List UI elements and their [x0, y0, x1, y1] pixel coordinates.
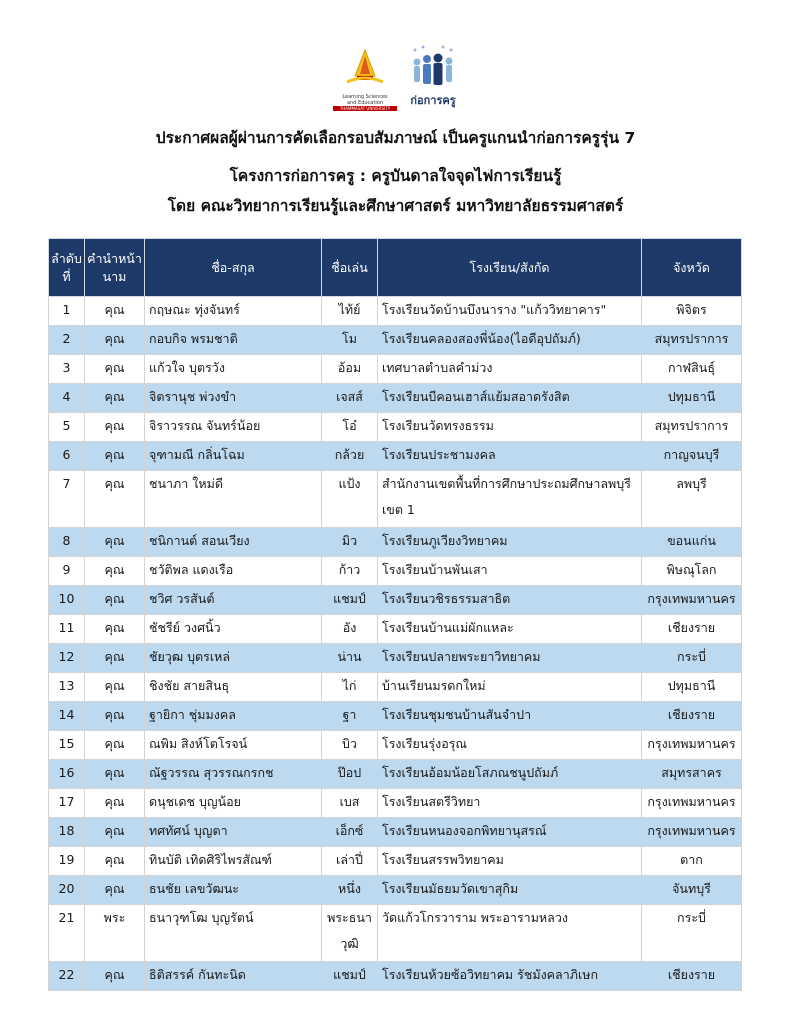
table-row: [49, 413, 742, 442]
cell-title: คุณ: [85, 818, 145, 847]
cell-nickname: อ้อม: [322, 355, 378, 384]
cell-province: กาฬสินธุ์: [642, 355, 742, 384]
cell-order: 6: [49, 442, 85, 471]
cell-name: จิราวรรณ จันทร์น้อย: [145, 413, 322, 442]
cell-title: คุณ: [85, 413, 145, 442]
cell-province: พิจิตร: [642, 297, 742, 326]
cell-school: โรงเรียนห้วยซ้อวิทยาคม รัชมังคลาภิเษก: [378, 962, 642, 991]
cell-order: 21: [49, 905, 85, 962]
cell-school: โรงเรียนคลองสองพี่น้อง(ไอดีอุปถัมภ์): [378, 326, 642, 355]
cell-province: สมุทรสาคร: [642, 760, 742, 789]
table-row: [49, 905, 742, 962]
cell-nickname: แป้ง: [322, 471, 378, 528]
cell-name: ชิงชัย สายสินธุ: [145, 673, 322, 702]
announcement-title: ประกาศผลผู้ผ่านการคัดเลือกรอบสัมภาษณ์ เป็นครูแกนนำก่อการครูรุ่น 7: [155, 129, 636, 147]
table-row: [49, 586, 742, 615]
table-row: [49, 760, 742, 789]
cell-title: คุณ: [85, 326, 145, 355]
cell-name: ทศทัศน์ บุญตา: [145, 818, 322, 847]
cell-school: โรงเรียนปลายพระยาวิทยาคม: [378, 644, 642, 673]
cell-school: สำนักงานเขตพื้นที่การศึกษาประถมศึกษาลพบุรี เขต 1: [378, 471, 642, 528]
cell-title: คุณ: [85, 442, 145, 471]
cell-name: ณัฐวรรณ สุวรรณกรกช: [145, 760, 322, 789]
cell-nickname: บิว: [322, 731, 378, 760]
cell-title: คุณ: [85, 528, 145, 557]
cell-nickname: น่าน: [322, 644, 378, 673]
cell-order: 8: [49, 528, 85, 557]
cell-school: โรงเรียนประชามงคล: [378, 442, 642, 471]
cell-title: คุณ: [85, 384, 145, 413]
table-row: [49, 876, 742, 905]
logo-bar: [0, 44, 791, 114]
header-title: คำนำหน้านาม: [85, 239, 145, 297]
cell-name: ชนิกานต์ สอนเวียง: [145, 528, 322, 557]
table-row: [49, 789, 742, 818]
cell-nickname: พระธนาวุฒิ: [322, 905, 378, 962]
cell-order: 19: [49, 847, 85, 876]
cell-nickname: ไก่: [322, 673, 378, 702]
announcement-titles: [0, 124, 791, 216]
cell-order: 20: [49, 876, 85, 905]
cell-nickname: เอ็กซ์: [322, 818, 378, 847]
cell-title: คุณ: [85, 962, 145, 991]
cell-order: 7: [49, 471, 85, 528]
cell-nickname: เล่าปี่: [322, 847, 378, 876]
cell-name: ดนุชเดช บุญน้อย: [145, 789, 322, 818]
cell-title: คุณ: [85, 673, 145, 702]
cell-nickname: โอ๋: [322, 413, 378, 442]
cell-province: ปทุมธานี: [642, 673, 742, 702]
people-group-icon: [405, 44, 461, 90]
cell-title: คุณ: [85, 297, 145, 326]
cell-name: ณพิม สิงห์โตโรจน์: [145, 731, 322, 760]
cell-name: ธนชัย เลขวัฒนะ: [145, 876, 322, 905]
cell-school: โรงเรียนบ้านแม่ผักแหละ: [378, 615, 642, 644]
cell-province: เชียงราย: [642, 962, 742, 991]
table-row: [49, 847, 742, 876]
cell-name: ชัชรีย์ วงศนิ้ว: [145, 615, 322, 644]
table-row: [49, 702, 742, 731]
cell-nickname: ฐา: [322, 702, 378, 731]
cell-school: โรงเรียนวัดบ้านบึงนาราง "แก้ววิทยาคาร": [378, 297, 642, 326]
cell-order: 17: [49, 789, 85, 818]
cell-name: กฤษณะ ทุ่งจันทร์: [145, 297, 322, 326]
cell-province: กรุงเทพมหานคร: [642, 586, 742, 615]
cell-title: คุณ: [85, 847, 145, 876]
cell-order: 4: [49, 384, 85, 413]
cell-province: สมุทรปราการ: [642, 326, 742, 355]
cell-province: เชียงราย: [642, 702, 742, 731]
table-body: [49, 297, 742, 991]
cell-school: โรงเรียนรุ่งอรุณ: [378, 731, 642, 760]
cell-province: ลพบุรี: [642, 471, 742, 528]
cell-school: โรงเรียนมัธยมวัดเขาสุกิม: [378, 876, 642, 905]
table-row: [49, 731, 742, 760]
cell-order: 22: [49, 962, 85, 991]
cell-nickname: แชมป์: [322, 962, 378, 991]
cell-order: 11: [49, 615, 85, 644]
cell-nickname: โม: [322, 326, 378, 355]
cell-nickname: ไท้ย์: [322, 297, 378, 326]
cell-province: สมุทรปราการ: [642, 413, 742, 442]
cell-name: กอบกิจ พรมชาติ: [145, 326, 322, 355]
header-nickname: ชื่อเล่น: [322, 239, 378, 297]
cell-title: คุณ: [85, 644, 145, 673]
table-row: [49, 528, 742, 557]
table-row: [49, 673, 742, 702]
results-table: [48, 238, 742, 991]
cell-school: โรงเรียนหนองจอกพิทยานุสรณ์: [378, 818, 642, 847]
cell-province: กระบี่: [642, 905, 742, 962]
cell-province: ขอนแก่น: [642, 528, 742, 557]
cell-title: คุณ: [85, 702, 145, 731]
cell-name: จิตรานุช พ่วงขำ: [145, 384, 322, 413]
table-row: [49, 297, 742, 326]
cell-name: ทินบัติ เทิดศิริไพรสัณฑ์: [145, 847, 322, 876]
torch-emblem-icon: [333, 46, 397, 90]
cell-nickname: หนึ่ง: [322, 876, 378, 905]
cell-title: คุณ: [85, 760, 145, 789]
table-row: [49, 644, 742, 673]
header-province: จังหวัด: [642, 239, 742, 297]
cell-name: ชนาภา ใหม่ดี: [145, 471, 322, 528]
cell-school: โรงเรียนวชิรธรรมสาธิต: [378, 586, 642, 615]
learning-sciences-logo: [333, 46, 397, 110]
cell-school: โรงเรียนอ้อมน้อยโสภณชนูปถัมภ์: [378, 760, 642, 789]
cell-name: ชวัติพล แดงเรือ: [145, 557, 322, 586]
project-title: โครงการก่อการครู : ครูบันดาลใจจุดไฟการเรียนรู้: [229, 167, 562, 185]
cell-order: 15: [49, 731, 85, 760]
cell-title: คุณ: [85, 731, 145, 760]
cell-nickname: เจสส์: [322, 384, 378, 413]
table-row: [49, 471, 742, 528]
cell-title: คุณ: [85, 355, 145, 384]
cell-title: คุณ: [85, 557, 145, 586]
cell-province: กาญจนบุรี: [642, 442, 742, 471]
cell-province: กรุงเทพมหานคร: [642, 731, 742, 760]
logo-caption-2: and Education: [347, 100, 383, 106]
cell-province: กระบี่: [642, 644, 742, 673]
cell-nickname: เบส: [322, 789, 378, 818]
cell-province: ปทุมธานี: [642, 384, 742, 413]
cell-title: คุณ: [85, 471, 145, 528]
header-order: ลำดับที่: [49, 239, 85, 297]
cell-nickname: มิว: [322, 528, 378, 557]
cell-school: โรงเรียนบ้านพันเสา: [378, 557, 642, 586]
cell-title: คุณ: [85, 586, 145, 615]
cell-school: บ้านเรียนมรดกใหม่: [378, 673, 642, 702]
cell-school: โรงเรียนภูเวียงวิทยาคม: [378, 528, 642, 557]
cell-nickname: แชมป์: [322, 586, 378, 615]
cell-name: ฐายิกา ชุ่มมงคล: [145, 702, 322, 731]
cell-name: ชัยวุฒ บุตรเหล่: [145, 644, 322, 673]
logo-caption-1: Learning Sciences: [342, 94, 388, 100]
faculty-title: โดย คณะวิทยาการเรียนรู้และศึกษาศาสตร์ มหาวิทยาลัยธรรมศาสตร์: [167, 197, 624, 215]
cell-school: โรงเรียนสรรพวิทยาคม: [378, 847, 642, 876]
table-row: [49, 962, 742, 991]
cell-order: 2: [49, 326, 85, 355]
header-school: โรงเรียน/สังกัด: [378, 239, 642, 297]
cell-nickname: กล้วย: [322, 442, 378, 471]
cell-title: คุณ: [85, 876, 145, 905]
cell-title: คุณ: [85, 615, 145, 644]
table-row: [49, 355, 742, 384]
cell-order: 16: [49, 760, 85, 789]
cell-order: 9: [49, 557, 85, 586]
cell-name: ชวิศ วรสันต์: [145, 586, 322, 615]
cell-order: 3: [49, 355, 85, 384]
cell-school: โรงเรียนชุมชนบ้านสันจำปา: [378, 702, 642, 731]
table-row: [49, 384, 742, 413]
cell-province: ตาก: [642, 847, 742, 876]
cell-province: พิษณุโลก: [642, 557, 742, 586]
cell-title: พระ: [85, 905, 145, 962]
table-row: [49, 442, 742, 471]
cell-school: โรงเรียนบีคอนเฮาส์แย้มสอาดรังสิต: [378, 384, 642, 413]
cell-school: เทศบาลตำบลคำม่วง: [378, 355, 642, 384]
cell-province: จันทบุรี: [642, 876, 742, 905]
cell-order: 1: [49, 297, 85, 326]
cell-order: 14: [49, 702, 85, 731]
cell-name: แก้วใจ บุตรวัง: [145, 355, 322, 384]
table-row: [49, 615, 742, 644]
cell-nickname: ป๊อป: [322, 760, 378, 789]
cell-province: เชียงราย: [642, 615, 742, 644]
cell-order: 12: [49, 644, 85, 673]
cell-order: 10: [49, 586, 85, 615]
cell-title: คุณ: [85, 789, 145, 818]
kokarn-kru-logo: [405, 44, 461, 112]
kokarn-kru-text: ก่อการครู: [410, 94, 456, 107]
table-header-row: [49, 239, 742, 297]
cell-province: กรุงเทพมหานคร: [642, 818, 742, 847]
cell-order: 13: [49, 673, 85, 702]
cell-province: กรุงเทพมหานคร: [642, 789, 742, 818]
table-row: [49, 326, 742, 355]
table-row: [49, 818, 742, 847]
cell-nickname: อัง: [322, 615, 378, 644]
cell-school: โรงเรียนวัดทรงธรรม: [378, 413, 642, 442]
cell-school: วัดแก้วโกรวาราม พระอารามหลวง: [378, 905, 642, 962]
cell-order: 18: [49, 818, 85, 847]
table-row: [49, 557, 742, 586]
logo-band: THAMMASAT UNIVERSITY: [333, 106, 397, 111]
cell-school: โรงเรียนสตรีวิทยา: [378, 789, 642, 818]
header-name: ชื่อ-สกุล: [145, 239, 322, 297]
cell-order: 5: [49, 413, 85, 442]
cell-nickname: ก้าว: [322, 557, 378, 586]
cell-name: จุฑามณี กลิ่นโฉม: [145, 442, 322, 471]
cell-name: ธิติสรรค์ กันทะนิด: [145, 962, 322, 991]
cell-name: ธนาวุฑโฒ บุญรัตน์: [145, 905, 322, 962]
